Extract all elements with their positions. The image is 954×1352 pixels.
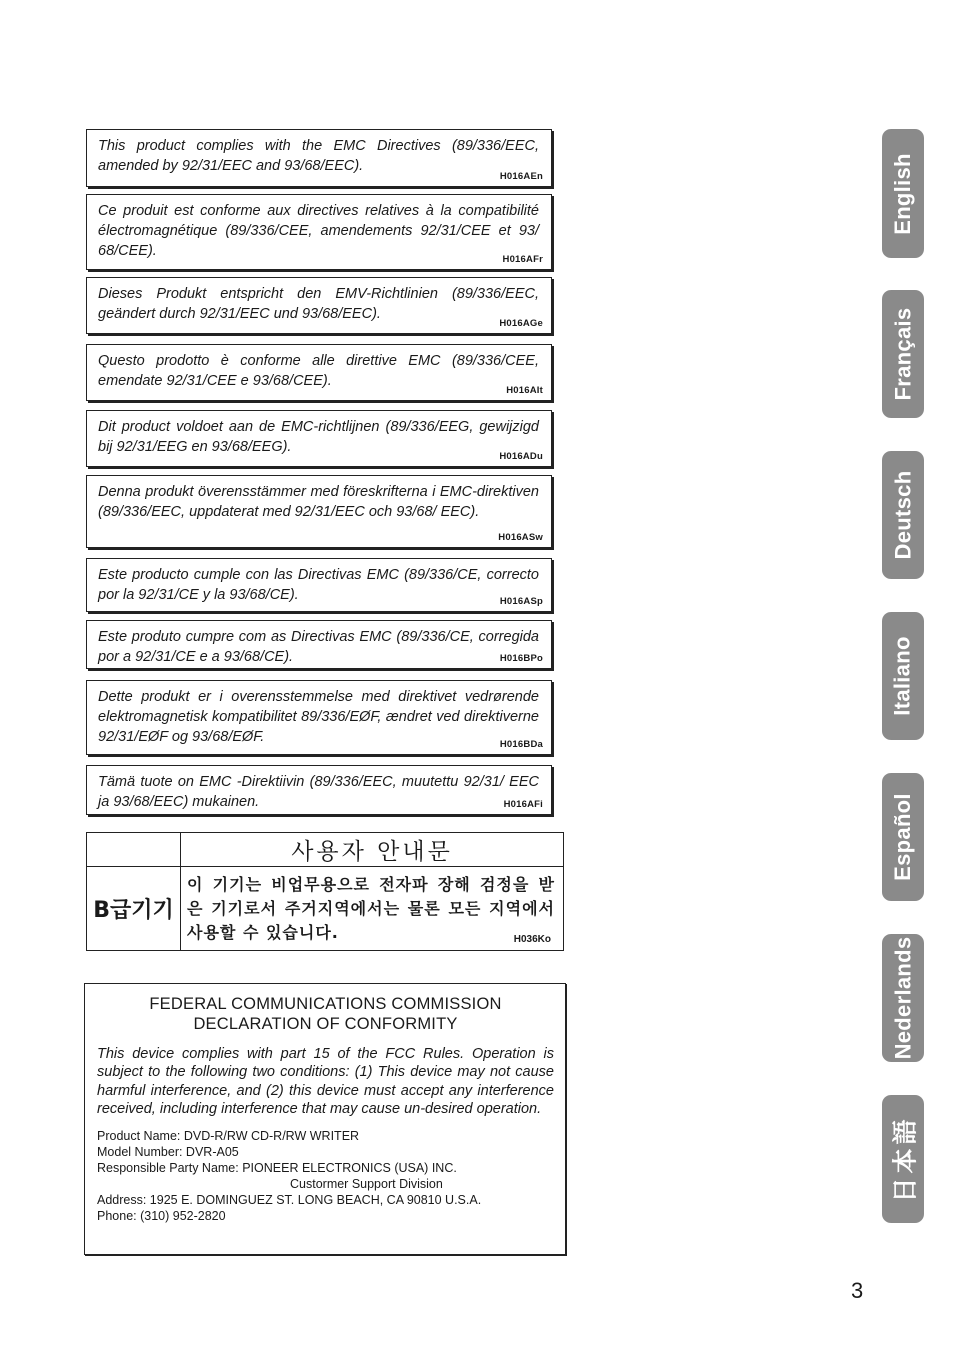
fcc-product-name: Product Name: DVD-R/RW CD-R/RW WRITER	[97, 1128, 360, 1143]
fcc-phone: Phone: (310) 952-2820	[97, 1208, 226, 1223]
notice-code: H016AFi	[503, 799, 543, 810]
notice-code: H016BPo	[499, 653, 543, 664]
notice-portuguese	[86, 620, 552, 669]
notice-finnish	[86, 765, 552, 815]
korean-class-label: B급기기	[87, 867, 181, 950]
tab-nederlands[interactable]	[882, 934, 924, 1062]
notice-text: Este producto cumple con las Directivas EMC (89/336/CE, correcto por la 92/31/CE y la 93/68/CE).	[98, 567, 539, 603]
fcc-responsible-party: Responsible Party Name: PIONEER ELECTRONICS (USA) INC.	[97, 1160, 457, 1175]
notice-text: Dit product voldoet aan de EMC-richtlijnen (89/336/EEG, gewijzigd bij 92/31/EEG en 93/68/EEG).	[98, 419, 539, 455]
notice-text: Este produto cumpre com as Directivas EMC (89/336/CE, corregida por a 92/31/CE e a 93/68/CE).	[98, 629, 539, 665]
korean-empty-cell	[87, 833, 181, 867]
notice-code: H016ASp	[499, 596, 543, 607]
korean-notice-text: 이 기기는 비업무용으로 전자파 장해 검정을 받은 기기로서 주거지역에서는 물론 모든 지역에서 사용할 수 있습니다.	[187, 875, 555, 942]
tab-label: Italiano	[890, 636, 916, 716]
notice-code: H016AGe	[499, 318, 543, 329]
tab-japanese[interactable]	[882, 1095, 924, 1223]
notice-code: H016ADu	[499, 451, 543, 462]
fcc-body: This device complies with part 15 of the FCC Rules. Operation is subject to the following two conditions: (1) This device may not cause harmful interference, and (2) this device must accept any interference received, including interference that may cause un-desired operation.	[97, 1046, 554, 1118]
tab-label: Nederlands	[890, 936, 916, 1060]
fcc-title-line1: FEDERAL COMMUNICATIONS COMMISSION	[149, 995, 502, 1013]
notice-french	[86, 194, 552, 270]
notice-english	[86, 129, 552, 187]
notice-code: H016AIt	[506, 385, 543, 396]
notice-swedish	[86, 475, 552, 548]
notice-italian	[86, 344, 552, 401]
korean-notice-title: 사용자 안내문	[181, 833, 563, 867]
notice-code: H016AEn	[499, 171, 543, 182]
korean-notice-code: H036Ko	[513, 934, 551, 945]
tab-label: English	[890, 152, 915, 235]
fcc-title	[97, 994, 554, 1034]
notice-text: This product complies with the EMC Directives (89/336/EEC, amended by 92/31/EEC and 93/68/EEC).	[98, 138, 539, 174]
fcc-title-line2: DECLARATION OF CONFORMITY	[193, 1015, 458, 1033]
notice-danish	[86, 680, 552, 755]
korean-notice-table	[86, 832, 564, 951]
korean-notice-body	[181, 867, 563, 950]
notice-dutch	[86, 410, 552, 467]
notice-german	[86, 277, 552, 334]
notice-spanish	[86, 558, 552, 612]
notice-code: H016BDa	[499, 739, 543, 750]
fcc-division: Custormer Support Division	[290, 1176, 443, 1191]
fcc-info	[97, 1128, 554, 1224]
tab-label: 日本語	[890, 1115, 920, 1203]
notice-text: Ce produit est conforme aux directives relatives à la compatibilité électromagnétique (89/336/CEE, amendements 92/31/CEE et 93/ 68/CEE).	[98, 203, 539, 259]
notice-text: Denna produkt överensstämmer med föreskrifterna i EMC-direktiven (89/336/EEC, uppdaterat med 92/31/EEC och 93/68/ EEC).	[98, 484, 539, 520]
tab-label: Deutsch	[890, 470, 915, 560]
tab-francais[interactable]	[882, 290, 924, 418]
tab-english[interactable]	[882, 129, 924, 258]
tab-italiano[interactable]	[882, 612, 924, 740]
notice-code: H016AFr	[502, 254, 543, 265]
fcc-declaration	[84, 983, 566, 1255]
tab-deutsch[interactable]	[882, 451, 924, 579]
page-number: 3	[851, 1278, 864, 1303]
notice-code: H016ASw	[498, 532, 543, 543]
notice-text: Questo prodotto è conforme alle direttive EMC (89/336/CEE, emendate 92/31/CEE e 93/68/CEE).	[98, 353, 539, 389]
notice-text: Tämä tuote on EMC -Direktiivin (89/336/EEC, muutettu 92/31/ EEC ja 93/68/EEC) mukainen.	[98, 774, 539, 810]
tab-label: Español	[890, 793, 915, 881]
notice-text: Dette produkt er i overensstemmelse med direktivet vedrørende elektromagnetisk kompatibilitet 89/336/EØF, ændret ved direktiverne 92/31/EØF og 93/68/EØF.	[98, 689, 539, 745]
fcc-address: Address: 1925 E. DOMINGUEZ ST. LONG BEACH, CA 90810 U.S.A.	[97, 1192, 482, 1207]
fcc-model-number: Model Number: DVR-A05	[97, 1144, 239, 1159]
notice-text: Dieses Produkt entspricht den EMV-Richtlinien (89/336/EEC, geändert durch 92/31/EEC und 93/68/EEC).	[98, 286, 539, 322]
tab-label: Français	[890, 307, 915, 401]
tab-espanol[interactable]	[882, 773, 924, 901]
